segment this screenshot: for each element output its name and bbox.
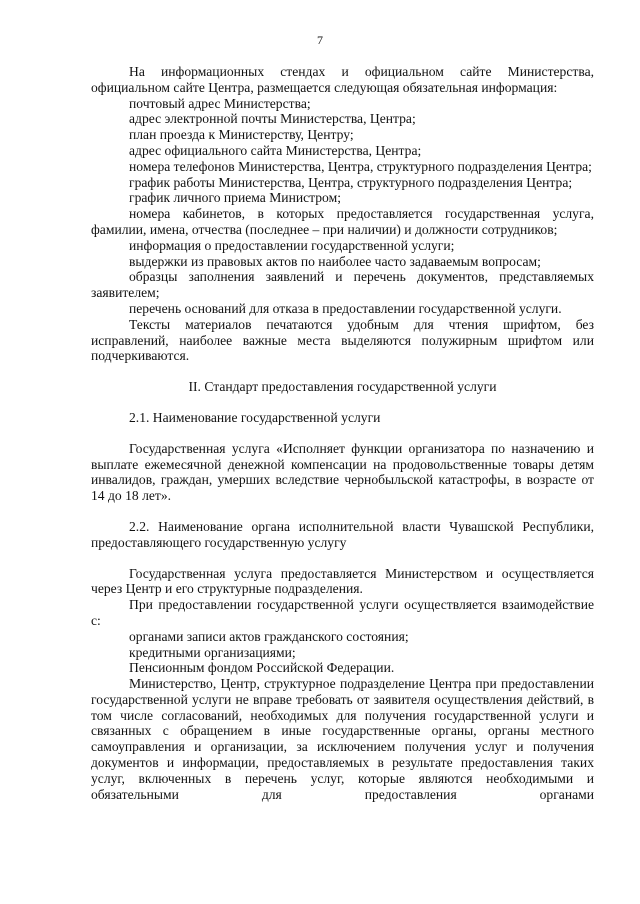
list-item-directions: план проезда к Министерству, Центру; <box>129 127 354 143</box>
section-heading: II. Стандарт предоставления государственной услуги <box>188 379 497 395</box>
subsection-heading-2-2: 2.2. Наименование органа исполнительной власти Чувашской Республики, предоставляющего государственную услугу <box>91 518 594 550</box>
paragraph-interaction: При предоставлении государственной услуги осуществляется взаимодействие с: <box>91 597 594 628</box>
paragraph-service-provider: Государственная услуга предоставляется Министерством и осуществляется через Центр и его структурные подразделения. <box>91 565 594 597</box>
list-item-reception-schedule: график личного приема Министром; <box>129 190 341 206</box>
list-item-phone-numbers: номера телефонов Министерства, Центра, структурного подразделения Центра; <box>129 158 592 174</box>
list-item-pension-fund: Пенсионным фондом Российской Федерации. <box>129 660 395 676</box>
paragraph-service-name: Государственная услуга «Исполняет функции организатора по назначению и выплате ежемесячной денежной компенсации на продовольственные товары детям инвалидов, граждан, умерших вследствие чернобыльской катастрофы, в возрасте от 14 до 18 лет». <box>91 440 594 504</box>
list-item-work-schedule: график работы Министерства, Центра, структурного подразделения Центра; <box>129 174 573 190</box>
list-item-website-address: адрес официального сайта Министерства, Центра; <box>129 142 422 158</box>
list-item-postal-address: почтовый адрес Министерства; <box>129 95 311 111</box>
list-item-form-samples: образцы заполнения заявлений и перечень документов, представляемых заявителем; <box>91 269 594 301</box>
paragraph-text-formatting: Тексты материалов печатаются удобным для чтения шрифтом, без исправлений, наиболее важные места выделяются полужирным шрифтом или подчеркиваются. <box>91 316 594 364</box>
list-item-service-info: информация о предоставлении государственной услуги; <box>129 237 455 253</box>
list-item-credit-orgs: кредитными организациями; <box>129 644 296 660</box>
list-item-legal-excerpts: выдержки из правовых актов по наиболее часто задаваемым вопросам; <box>129 253 541 269</box>
list-item-civil-registry: органами записи актов гражданского состояния; <box>129 628 409 644</box>
list-item-refusal-grounds: перечень оснований для отказа в предоставлении государственной услуги. <box>129 300 562 316</box>
paragraph-info-stands: На информационных стендах и официальном сайте Министерства, официальном сайте Центра, размещается следующая обязательная информация: <box>91 64 594 95</box>
page-number: 7 <box>317 33 323 47</box>
list-item-office-numbers: номера кабинетов, в которых предоставляется государственная услуга, фамилии, имена, отчества (последнее – при наличии) и должности сотрудников; <box>91 206 594 237</box>
paragraph-prohibited-requirements: Министерство, Центр, структурное подразделение Центра при предоставлении государственной услуги не вправе требовать от заявителя осуществления действий, в том числе согласований, необходимых для получения государственной услуги и связанных с обращением в иные государственные органы, органы местного самоуправления и организации, за исключением получения услуг и получения документов и информации, предоставляемых в результате предоставления таких услуг, включенных в перечень услуг, которые являются необходимыми и обязательными для предоставления органами <box>91 676 594 802</box>
document-body <box>91 64 594 802</box>
subsection-heading-2-1: 2.1. Наименование государственной услуги <box>129 409 381 425</box>
list-item-email-address: адрес электронной почты Министерства, Центра; <box>129 111 416 127</box>
